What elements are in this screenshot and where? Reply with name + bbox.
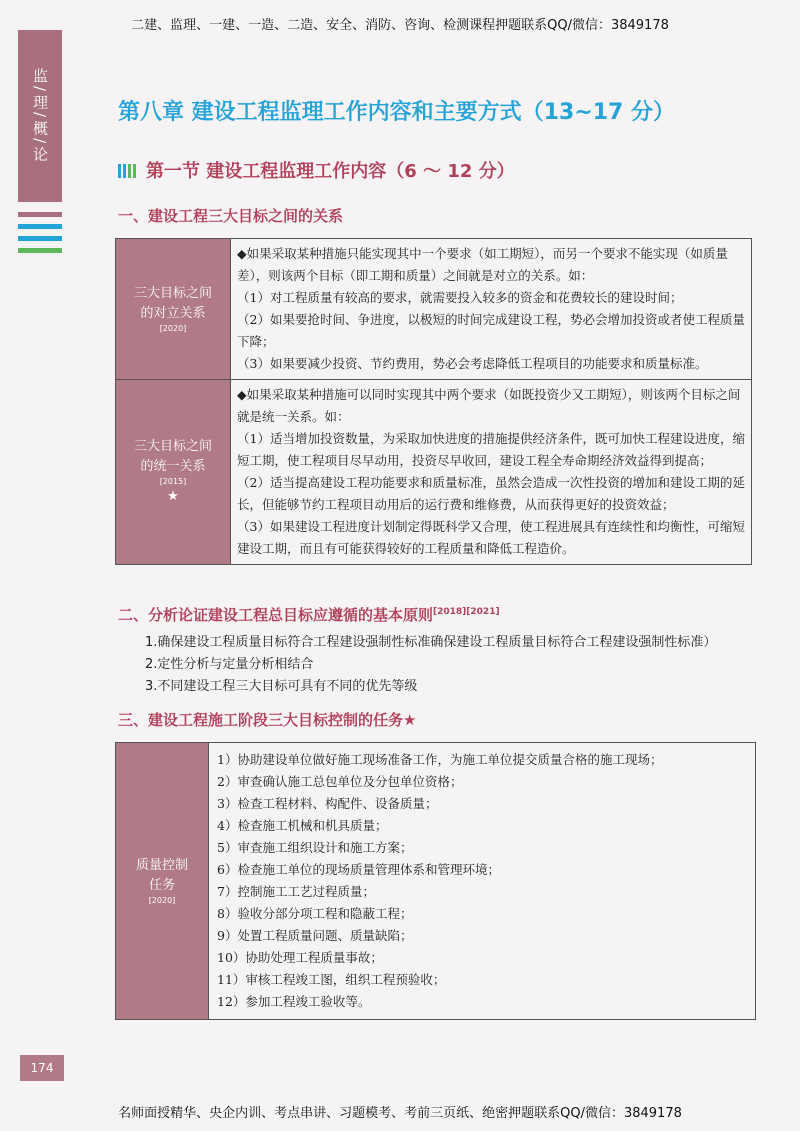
intro-text: ◆如果采取某种措施只能实现其中一个要求（如工期短），而另一个要求不能实现（如质量差），则该两个目标（即工期和质量）之间就是对立的关系。如： — [237, 246, 728, 283]
relations-table — [115, 238, 752, 565]
year-tag: [2015] — [159, 477, 187, 486]
divider-stripe — [18, 236, 62, 241]
page-number: 174 — [20, 1055, 64, 1081]
list-item: （3）如果建设工程进度计划制定得既科学又合理，使工程进展具有连续性和均衡性，可缩短建设工期，而且有可能获得较好的工程质量和降低工程造价。 — [237, 519, 745, 556]
row-content — [209, 743, 756, 1020]
list-item: 11）审核工程竣工图，组织工程预验收； — [217, 972, 446, 987]
table-row — [116, 239, 752, 380]
year-tag: [2020] — [159, 324, 187, 333]
list-item: 7）控制施工工艺过程质量； — [217, 884, 375, 899]
label-line: 任务 — [148, 878, 175, 893]
row-content — [231, 380, 752, 565]
section-title-text: 第一节 建设工程监理工作内容（6 ～ 12 分） — [146, 161, 515, 182]
side-tab: 监/理/概/论 — [18, 30, 62, 202]
list-item: 12）参加工程竣工验收等。 — [217, 994, 371, 1009]
list-item: （1）对工程质量有较高的要求，就需要投入较多的资金和花费较长的建设时间； — [237, 290, 683, 305]
year-tag: [2018][2021] — [433, 607, 500, 617]
chapter-title: 第八章 建设工程监理工作内容和主要方式（13~17 分） — [118, 100, 675, 125]
row-label — [116, 239, 231, 380]
part2-heading — [118, 604, 500, 625]
list-item: （2）如果要抢时间、争进度，以极短的时间完成建设工程，势必会增加投资或者使工程质量下降； — [237, 312, 745, 349]
divider-stripe — [18, 248, 62, 253]
list-item: （1）适当增加投资数量，为采取加快进度的措施提供经济条件，既可加快工程建设进度，缩短工期，使工程项目尽早动用，投资尽早收回，建设工程全寿命期经济效益得到提高； — [237, 431, 745, 468]
label-line: 三大目标之间 — [133, 439, 212, 454]
list-item: 6）检查施工单位的现场质量管理体系和管理环境； — [217, 862, 500, 877]
intro-text: ◆如果采取某种措施可以同时实现其中两个要求（如既投资少又工期短），则该两个目标之间就是统一关系。如： — [237, 387, 741, 424]
part2-heading-text: 二、分析论证建设工程总目标应遵循的基本原则 — [118, 606, 434, 624]
list-item: 5）审查施工组织设计和施工方案； — [217, 840, 413, 855]
part3-heading: 三、建设工程施工阶段三大目标控制的任务★ — [118, 711, 417, 729]
page-header: 二建、监理、一建、一造、二造、安全、消防、咨询、检测课程押题联系QQ/微信：3849178 — [131, 18, 669, 33]
section-bars-icon — [118, 162, 138, 183]
part1-heading: 一、建设工程三大目标之间的关系 — [118, 207, 344, 225]
label-line: 质量控制 — [135, 858, 188, 873]
star-icon: ★ — [167, 489, 179, 504]
list-item: 2.定性分析与定量分析相结合 — [145, 657, 314, 672]
list-item: （2）适当提高建设工程功能要求和质量标准，虽然会造成一次性投资的增加和建设工期的延长，但能够节约工程项目动用后的运行费和维修费，从而获得更好的投资效益； — [237, 475, 745, 512]
page-footer: 名师面授精华、央企内训、考点串讲、习题模考、考前三页纸、绝密押题联系QQ/微信：3849178 — [118, 1106, 682, 1121]
list-item: 1）协助建设单位做好施工现场准备工作，为施工单位提交质量合格的施工现场； — [217, 752, 663, 767]
list-item: 9）处置工程质量问题、质量缺陷； — [217, 928, 413, 943]
list-item: 3）检查工程材料、构配件、设备质量； — [217, 796, 438, 811]
year-tag: [2020] — [148, 896, 176, 905]
list-item: 4）检查施工机械和机具质量； — [217, 818, 388, 833]
list-item: 3.不同建设工程三大目标可具有不同的优先等级 — [145, 679, 418, 694]
section-title — [118, 157, 515, 183]
divider-stripe — [18, 212, 62, 217]
row-label — [116, 743, 209, 1020]
table-row — [116, 380, 752, 565]
list-item: 10）协助处理工程质量事故； — [217, 950, 383, 965]
label-line: 的对立关系 — [140, 306, 206, 321]
principles-list — [145, 632, 716, 698]
divider-stripe — [18, 224, 62, 229]
list-item: 1.确保建设工程质量目标符合工程建设强制性标准确保建设工程质量目标符合工程建设强制性标准） — [145, 635, 717, 650]
quality-control-table — [115, 742, 756, 1020]
list-item: 2）审查确认施工总包单位及分包单位资格； — [217, 774, 463, 789]
label-line: 的统一关系 — [140, 459, 206, 474]
row-content — [231, 239, 752, 380]
list-item: （3）如果要减少投资、节约费用，势必会考虑降低工程项目的功能要求和质量标准。 — [237, 356, 708, 371]
row-label — [116, 380, 231, 565]
list-item: 8）验收分部分项工程和隐蔽工程； — [217, 906, 413, 921]
table-row — [116, 743, 756, 1020]
label-line: 三大目标之间 — [133, 286, 212, 301]
